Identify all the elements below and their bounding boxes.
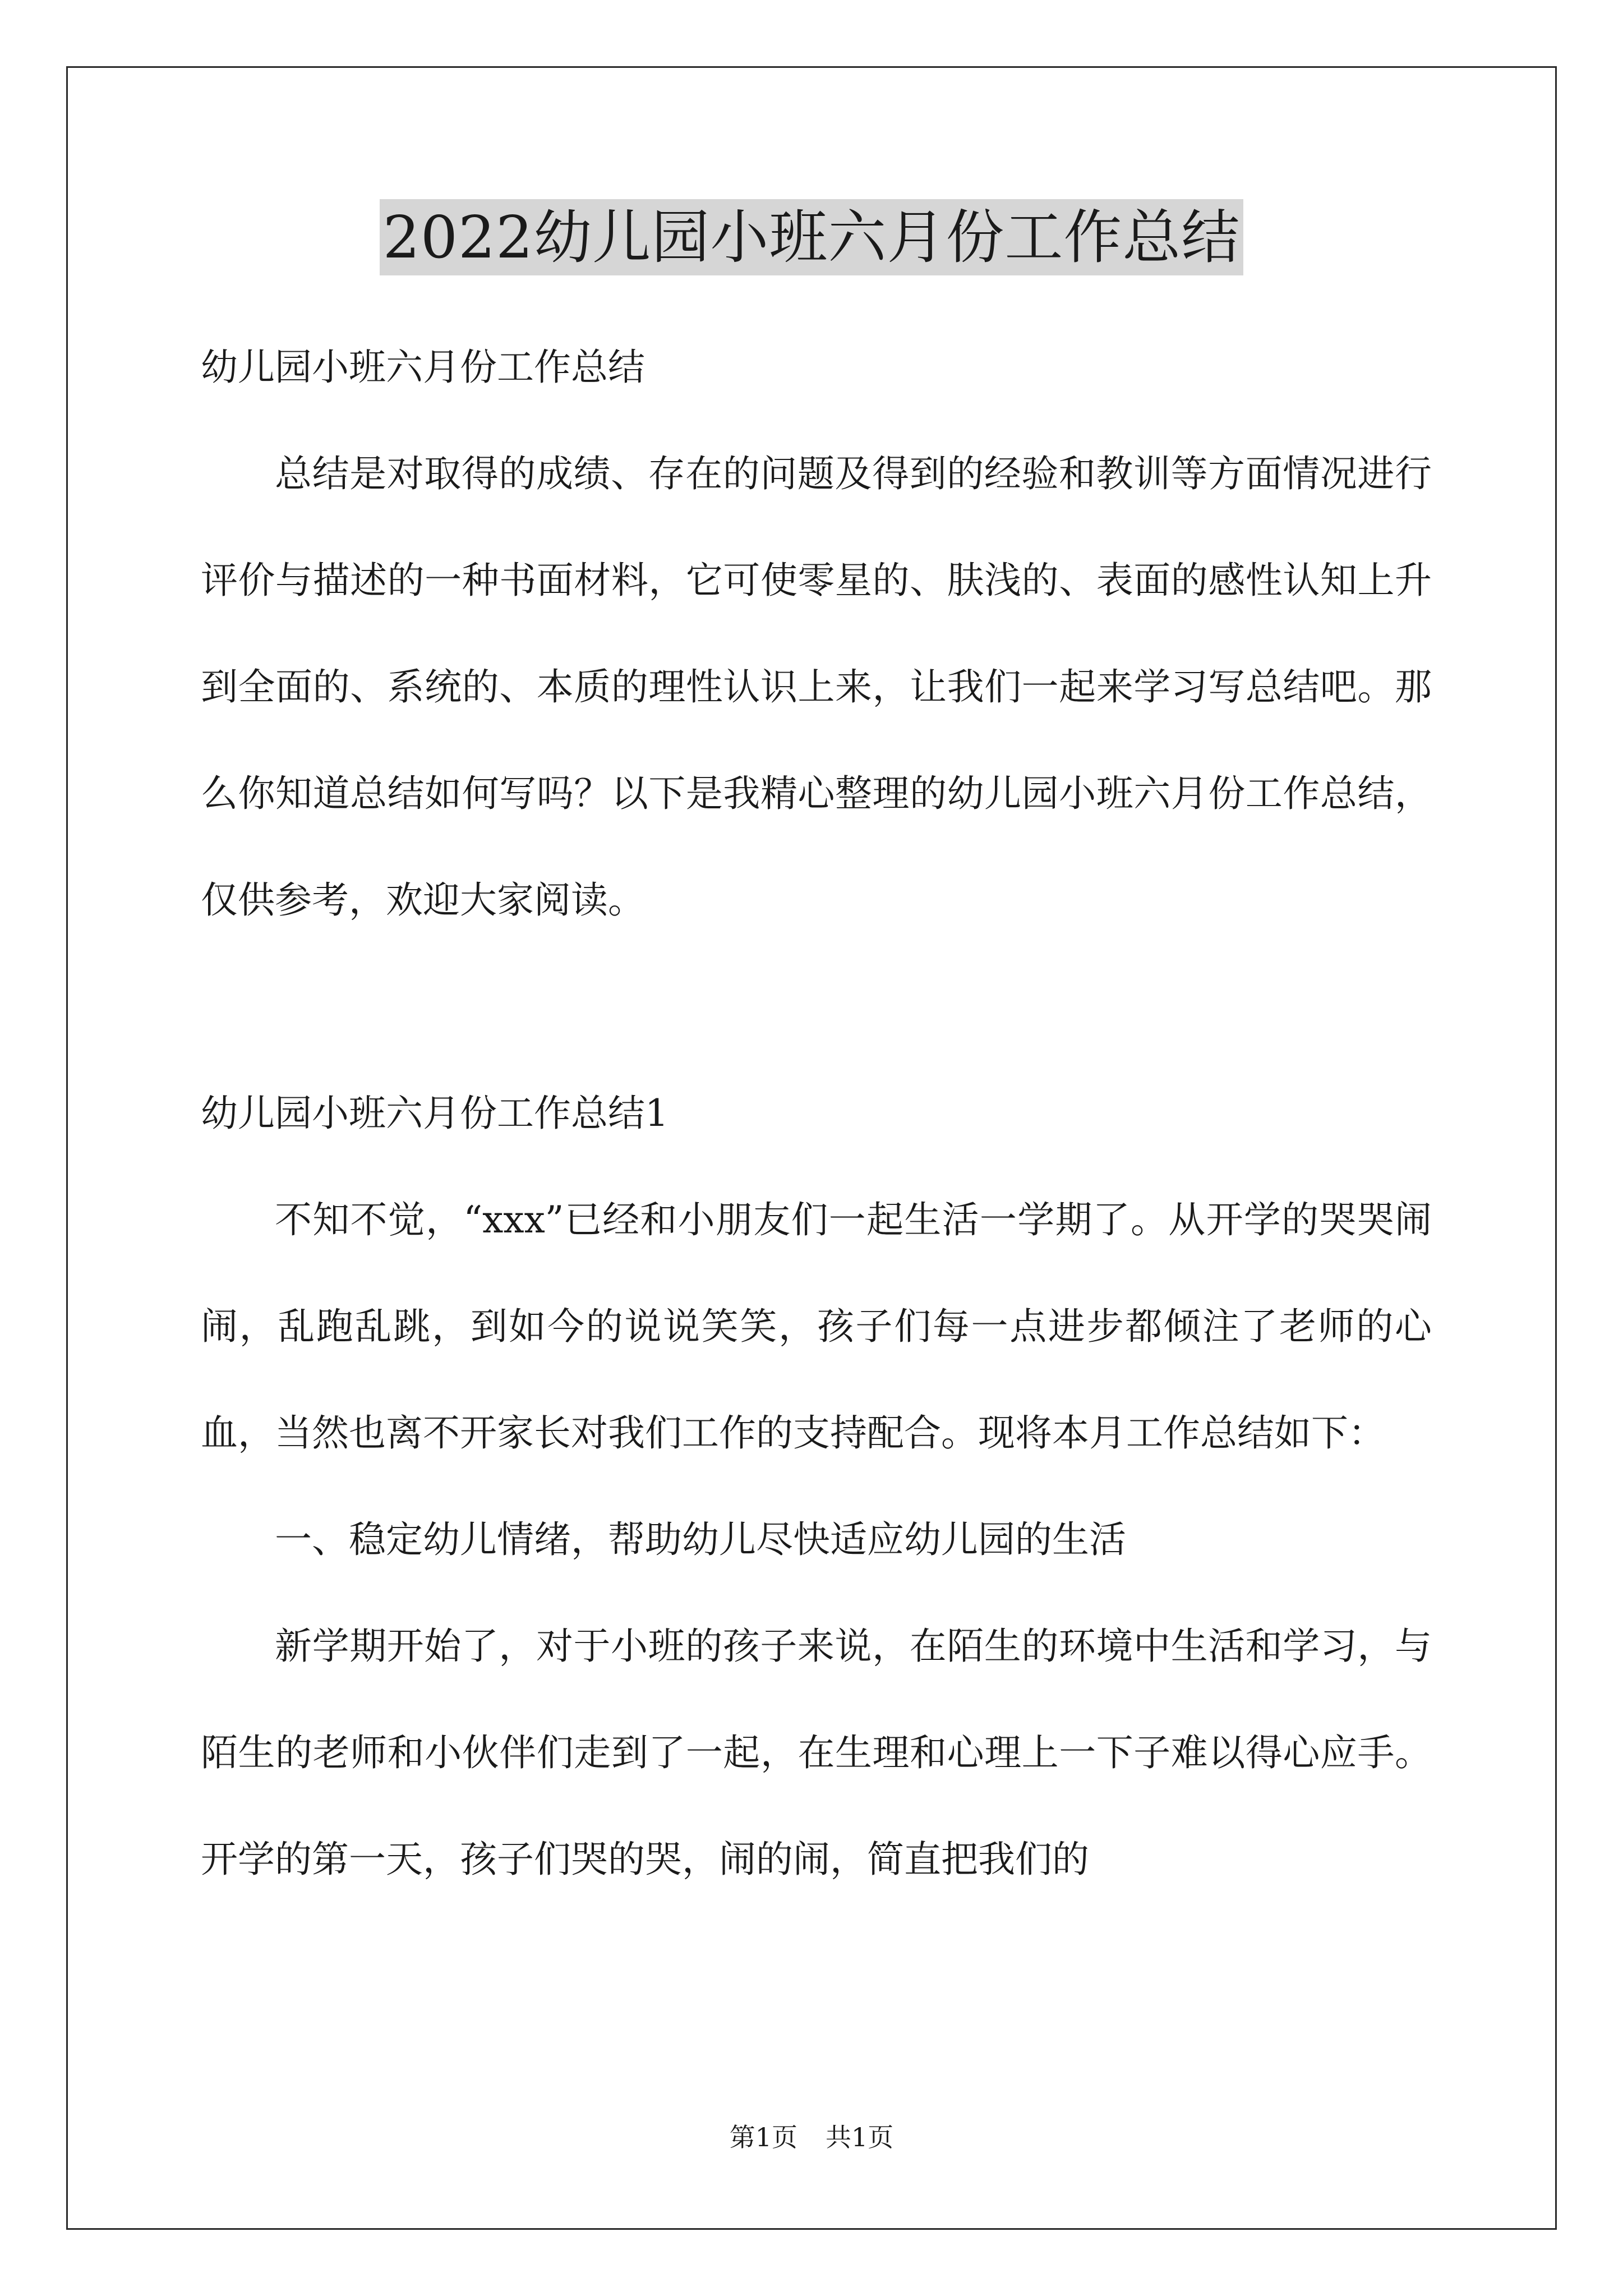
section-heading: 幼儿园小班六月份工作总结1	[201, 1092, 668, 1135]
title-container	[0, 199, 1623, 275]
document-body	[201, 314, 1432, 1913]
body-paragraph: 不知不觉，“xxx”已经和小朋友们一起生活一学期了。从开学的哭哭闹闹，乱跑乱跳，到如今的说说笑笑，孩子们每一点进步都倾注了老师的心血，当然也离不开家长对我们工作的支持配合。现将本月工作总结如下：	[201, 1198, 1432, 1455]
paragraph-gap	[201, 954, 1432, 1060]
body-subheading: 一、稳定幼儿情绪，帮助幼儿尽快适应幼儿园的生活	[275, 1518, 1126, 1561]
document-title: 2022幼儿园小班六月份工作总结	[380, 199, 1244, 275]
page-footer	[0, 2120, 1623, 2154]
intro-paragraph: 总结是对取得的成绩、存在的问题及得到的经验和教训等方面情况进行评价与描述的一种书面材料，它可使零星的、肤浅的、表面的感性认知上升到全面的、系统的、本质的理性认识上来，让我们一起来学习写总结吧。那么你知道总结如何写吗？以下是我精心整理的幼儿园小班六月份工作总结，仅供参考，欢迎大家阅读。	[201, 452, 1432, 922]
intro-heading: 幼儿园小班六月份工作总结	[201, 346, 645, 389]
body-paragraph: 新学期开始了，对于小班的孩子来说，在陌生的环境中生活和学习，与陌生的老师和小伙伴们走到了一起，在生理和心理上一下子难以得心应手。开学的第一天，孩子们哭的哭，闹的闹，简直把我们的	[201, 1625, 1432, 1881]
page-total: 共1页	[826, 2122, 894, 2152]
page-number: 第1页	[729, 2122, 797, 2152]
